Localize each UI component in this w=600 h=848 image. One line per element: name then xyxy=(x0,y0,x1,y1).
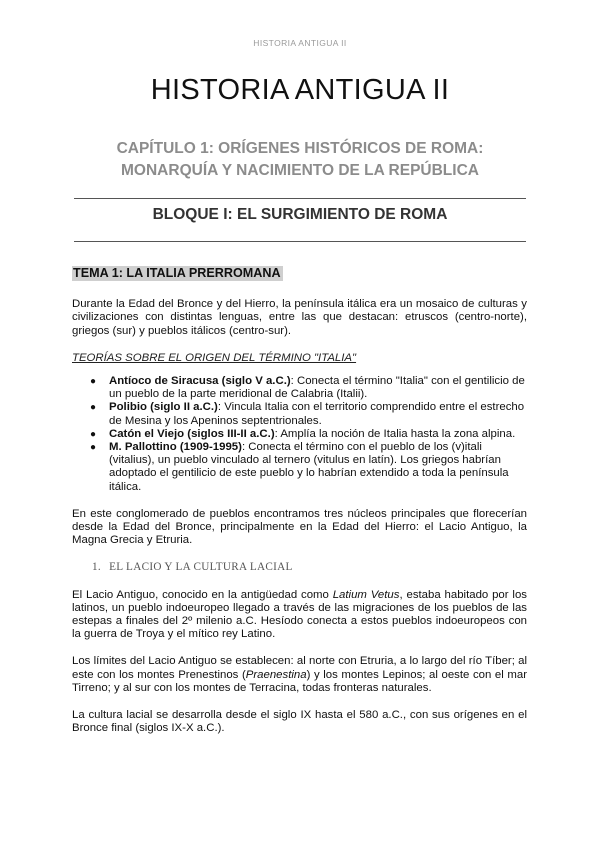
bottom-divider xyxy=(74,241,526,242)
theories-list xyxy=(72,375,527,494)
topic-heading: TEMA 1: LA ITALIA PRERROMANA xyxy=(73,266,281,280)
running-header: HISTORIA ANTIGUA II xyxy=(253,38,347,48)
section-heading xyxy=(92,561,527,574)
top-divider xyxy=(74,198,526,199)
bullet-icon: ● xyxy=(90,442,97,454)
theory-author: Catón el Viejo (siglos III-II a.C.) xyxy=(109,427,275,440)
list-item xyxy=(90,441,527,494)
theory-text: : Conecta el término "Italia" con el gentilicio de un pueblo de la parte meridional de Calabria (Italii). xyxy=(109,375,525,401)
block-title: BLOQUE I: EL SURGIMIENTO DE ROMA xyxy=(152,206,448,223)
list-item xyxy=(90,401,527,427)
lacio-text-start: El Lacio Antiguo, conocido en la antigüedad como xyxy=(72,588,333,601)
latin-term: Latium Vetus xyxy=(332,588,400,601)
document-title: HISTORIA ANTIGUA II xyxy=(150,74,450,106)
document-body xyxy=(72,266,527,749)
chapter-title-line-2: MONARQUÍA Y NACIMIENTO DE LA REPÚBLICA xyxy=(121,162,479,179)
lacio-text-end: , estaba habitado por los latinos, un pueblo indoeuropeo llegado a través de las migraciones de los pueblos de las estepas a finales del 2º milenio a.C. Hesíodo conecta a estos pueblos indoeuropeos con la guerra de Troya y el mítico rey Latino. xyxy=(72,588,527,641)
culture-paragraph: La cultura lacial se desarrolla desde el siglo IX hasta el 580 a.C., con sus orígenes en el Bronce final (siglos IX-X a.C.). xyxy=(72,709,527,735)
theories-heading: TEORÍAS SOBRE EL ORIGEN DEL TÉRMINO "ITALIA" xyxy=(72,351,357,364)
chapter-title-line-1: CAPÍTULO 1: ORÍGENES HISTÓRICOS DE ROMA: xyxy=(116,140,484,157)
bullet-icon: ● xyxy=(90,428,97,440)
limits-paragraph xyxy=(72,655,527,695)
list-item xyxy=(90,427,527,441)
latin-term: Praenestina xyxy=(245,668,307,681)
limits-text-start: Los límites del Lacio Antiguo se establecen: al norte con Etruria, a lo largo del río Tíber; al este con los montes Prenestinos ( xyxy=(72,655,527,681)
chapter-title xyxy=(60,138,540,182)
theory-text: : Conecta el término con el pueblo de los (v)itali (vitalius), un pueblo vinculado al ternero (vitulus en latín). Los griegos habrían adoptado el gentilicio de este pueblo y lo habrían extendido a toda la península itálica. xyxy=(109,441,509,493)
lacio-paragraph xyxy=(72,589,527,642)
section-title: EL LACIO Y LA CULTURA LACIAL xyxy=(109,561,293,574)
bullet-icon: ● xyxy=(90,376,97,388)
conglomerate-paragraph: En este conglomerado de pueblos encontramos tres núcleos principales que florecerían desde la Edad del Bronce, principalmente en la Edad del Hierro: el Lacio Antiguo, la Magna Grecia y Etruria. xyxy=(72,507,527,547)
theory-text: : Amplía la noción de Italia hasta la zona alpina. xyxy=(274,427,516,440)
theory-text: : Vincula Italia con el territorio comprendido entre el estrecho de Mesina y los Apeninos septentrionales. xyxy=(109,401,525,427)
bullet-icon: ● xyxy=(90,402,97,414)
list-item xyxy=(90,375,527,401)
limits-text-end: ) y los montes Lepinos; al oeste con el mar Tirreno; y al sur con los montes de Terracina, todas fronteras naturales. xyxy=(72,668,528,694)
intro-paragraph: Durante la Edad del Bronce y del Hierro, la península itálica era un mosaico de culturas y civilizaciones con distintas lenguas, entre las que destacan: etruscos (centro-norte), griegos (sur) y pueblos itálicos (centro-sur). xyxy=(72,298,527,337)
theory-author: Antíoco de Siracusa (siglo V a.C.) xyxy=(109,375,291,388)
theory-author: M. Pallottino (1909-1995) xyxy=(109,441,242,454)
theory-author: Polibio (siglo II a.C.) xyxy=(109,401,218,414)
section-number: 1. xyxy=(92,561,101,574)
